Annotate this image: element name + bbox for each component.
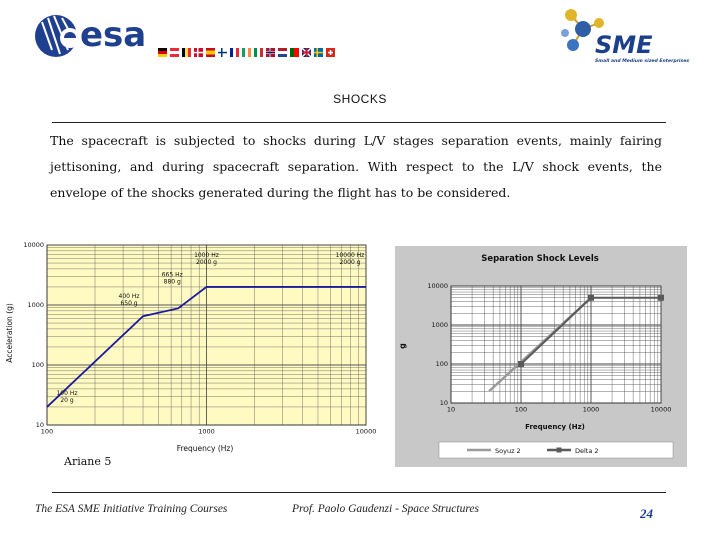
sep-xlabel: Frequency (Hz) [525,423,585,431]
legend-delta-marker [557,448,562,453]
member-flags [158,48,335,57]
y-tick-label: 100 [31,361,44,370]
separation-shock-chart [395,246,687,467]
esa-logo [32,10,402,62]
sme-wordmark: SME [595,31,653,59]
x-tick-label: 1000 [198,427,215,436]
legend-delta-label: Delta 2 [575,447,599,455]
ariane-ylabel: Acceleration (g) [5,303,14,363]
footer-course-title: The ESA SME Initiative Training Courses [35,503,228,515]
y-tick-label: 100 [435,360,448,369]
body-paragraph: The spacecraft is subjected to shocks during L/V stages separation events, mainly fairing jettisoning, and during spacecraft separation. With respect to the L/V shock events, the envelope of the shocks generated during the flight has to be considered. [50,133,662,200]
point-annotation: 400 Hz 650 g [118,293,140,308]
y-tick-label: 1000 [27,301,44,310]
sme-logo [545,5,695,67]
legend-soyuz-label: Soyuz 2 [495,447,521,455]
sep-title: Separation Shock Levels [481,254,599,264]
slide-title: SHOCKS [333,92,387,106]
x-tick-label: 10000 [650,405,672,414]
ariane-caption: Ariane 5 [64,455,112,468]
x-tick-label: 1000 [582,405,600,414]
y-tick-label: 10000 [427,282,448,291]
ariane-xlabel: Frequency (Hz) [176,444,234,453]
delta-point [518,361,524,367]
plot-background [451,286,661,403]
delta-point [588,295,594,301]
footer-author: Prof. Paolo Gaudenzi - Space Structures [292,503,479,515]
ariane5-shock-chart [0,233,380,458]
x-tick-label: 100 [514,405,528,414]
y-tick-label: 10 [439,399,448,408]
title-divider [52,122,666,123]
sep-ylabel: g [398,343,407,349]
x-tick-label: 10000 [355,427,377,436]
y-tick-label: 1000 [431,321,448,330]
y-tick-label: 10000 [23,241,44,250]
sme-tagline: Small and Medium sized Enterprises [595,59,690,64]
esa-wordmark: esa [80,15,147,55]
point-annotation: 10000 Hz 2000 g [335,251,365,266]
point-annotation: 665 Hz 880 g [161,271,183,286]
x-tick-label: 10 [446,405,456,414]
point-annotation: 1000 Hz 2000 g [194,251,219,266]
sep-legend [439,442,673,458]
footer-divider [52,492,666,493]
delta-point [658,295,664,301]
point-annotation: 100 Hz 20 g [56,389,78,404]
page-number: 24 [640,506,653,521]
y-tick-label: 10 [35,421,44,430]
x-tick-label: 100 [40,427,54,436]
esa-globe-icon [35,15,80,57]
